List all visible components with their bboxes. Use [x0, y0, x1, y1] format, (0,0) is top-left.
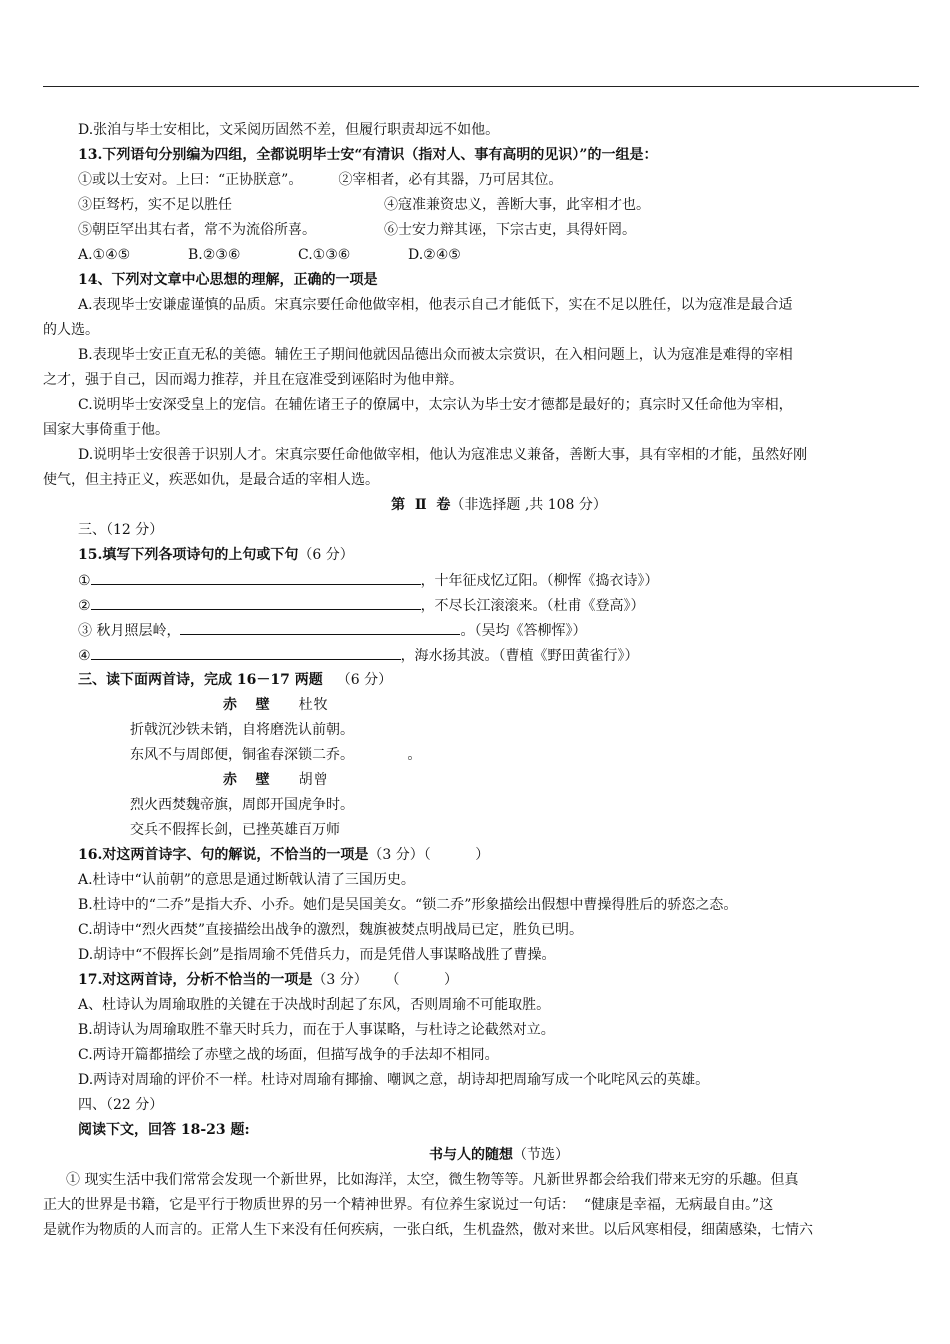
q17-stem: 17.对这两首诗，分析不恰当的一项是 — [78, 972, 313, 988]
blank-3-prefix: ③ 秋月照层岭， — [78, 623, 181, 639]
q15-stem-row — [78, 543, 920, 568]
article-paragraph-1-line-3: 是就作为物质的人而言的。正常人生下来没有任何疾病，一张白纸，生机盎然，傲对来世。以后风寒相侵，细菌感染，七情六 — [43, 1222, 813, 1238]
q12-option-d: D.张洎与毕士安相比，文采阅历固然不差，但履行职责却远不如他。 — [78, 122, 500, 138]
q13-item-6: ⑥士安力辩其诬，下宗古吏，具得奸罔。 — [384, 222, 636, 238]
q13-item-4: ④寇准兼资忠义，善断大事，此宰相才也。 — [384, 197, 650, 213]
q13-item-1: ①或以士安对。上曰：“正协朕意”。 — [78, 172, 303, 188]
blank-4-input[interactable] — [91, 643, 401, 660]
poem1-heading — [78, 693, 920, 718]
poem2-line-1: 烈火西焚魏帝旗，周郎开国虎争时。 — [130, 797, 354, 813]
part2-note: （非选择题 ,共 108 分） — [450, 497, 607, 513]
q14-option-c-line1: C.说明毕士安深受皇上的宠信。在辅佐诸王子的僚属中，太宗认为毕士安才德都是最好的；真宗时又任命他为宰相， — [78, 397, 793, 413]
part2-heading — [78, 493, 920, 518]
section4-instruction: 阅读下文，回答 18-23 题: — [78, 1122, 250, 1138]
section4-header: 四、（22 分） — [78, 1097, 164, 1113]
q15-blank-4-row — [78, 643, 920, 668]
article-title: 书与人的随想 — [429, 1147, 513, 1163]
article-paragraph-1-line-1: ① 现实生活中我们常常会发现一个新世界，比如海洋，太空，微生物等等。凡新世界都会给我们带来无穷的乐趣。但真 — [66, 1172, 799, 1188]
q17-option-d: D.两诗对周瑜的评价不一样。杜诗对周瑜有揶揄、嘲讽之意，胡诗却把周瑜写成一个叱咤风云的英雄。 — [78, 1072, 710, 1088]
blank-4-number: ④ — [78, 648, 91, 664]
q16-option-d: D.胡诗中“不假挥长剑”是指周瑜不凭借兵力，而是凭借人事谋略战胜了曹操。 — [78, 947, 556, 963]
q16-option-c: C.胡诗中“烈火西焚”直接描绘出战争的激烈，魏旗被焚点明战局已定，胜负已明。 — [78, 922, 583, 938]
q13-option-b: B.②③⑥ — [188, 247, 241, 263]
q15-stem: 15.填写下列各项诗句的上句或下句 — [78, 547, 299, 563]
q14-option-a-line1: A.表现毕士安谦虚谨慎的品质。宋真宗要任命他做宰相，他表示自己才能低下，实在不足以胜任，以为寇准是最合适 — [78, 297, 793, 313]
poem2-title: 赤 壁 — [223, 772, 271, 788]
q13-row-2 — [78, 193, 920, 218]
q13-item-3: ③臣驽朽，实不足以胜任 — [78, 197, 232, 213]
q13-option-a: A.①④⑤ — [78, 247, 131, 263]
article-title-note: （节选） — [513, 1147, 569, 1163]
q13-option-d: D.②④⑤ — [408, 247, 461, 263]
q14-option-d-line1: D.说明毕士安很善于识别人才。宋真宗要任命他做宰相，他认为寇准忠义兼备，善断大事，具有宰相的才能，虽然好刚 — [78, 447, 808, 463]
blank-1-number: ① — [78, 573, 91, 589]
document-body — [43, 118, 920, 1243]
q13-stem: 13.下列语句分别编为四组，全都说明毕士安“有清识（指对人、事有高明的见识）”的一组是： — [78, 147, 658, 163]
q16-option-a: A.杜诗中“认前朝”的意思是通过断戟认清了三国历史。 — [78, 872, 415, 888]
read-poems-score: （6 分） — [336, 672, 393, 688]
q13-row-1 — [78, 168, 920, 193]
poem1-author: 杜牧 — [298, 697, 329, 713]
poem2-heading — [78, 768, 920, 793]
q14-stem: 14、下列对文章中心思想的理解，正确的一项是 — [78, 272, 378, 288]
q16-stem-row — [78, 843, 920, 868]
q17-stem-row — [78, 968, 920, 993]
read-poems-heading — [78, 668, 920, 693]
blank-1-text: ，十年征戍忆辽阳。（柳恽《捣衣诗》） — [420, 573, 659, 589]
blank-2-number: ② — [78, 598, 91, 614]
article-paragraph-1-line-2: 正大的世界是书籍，它是平行于物质世界的另一个精神世界。有位养生家说过一句话： “健康是幸福，无病最自由。”这 — [43, 1197, 774, 1213]
q16-option-b: B.杜诗中的“二乔”是指大乔、小乔。她们是吴国美女。“锁二乔”形象描绘出假想中曹操得胜后的骄恣之态。 — [78, 897, 738, 913]
q14-option-a-line2: 的人选。 — [43, 322, 99, 338]
blank-3-input[interactable] — [180, 618, 460, 635]
q15-score: （6 分） — [298, 547, 354, 563]
q14-option-b-line1: B.表现毕士安正直无私的美德。辅佐王子期间他就因品德出众而被太宗赏识，在入相问题上，认为寇准是难得的宰相 — [78, 347, 793, 363]
q16-stem: 16.对这两首诗字、句的解说，不恰当的一项是 — [78, 847, 369, 863]
poem1-line-1: 折戟沉沙铁未销，自将磨洗认前朝。 — [130, 722, 354, 738]
q16-score: （3 分）（ ） — [368, 847, 490, 863]
q14-option-b-line2: 之才，强于自己，因而竭力推荐，并且在寇准受到诬陷时为他申辩。 — [43, 372, 463, 388]
q13-item-2: ②宰相者，必有其器，乃可居其位。 — [338, 172, 563, 188]
poem1-title: 赤 壁 — [223, 697, 271, 713]
blank-3-text: 。（吴均《答柳恽》） — [460, 623, 587, 639]
q13-item-5: ⑤朝臣罕出其右者，常不为流俗所喜。 — [78, 222, 316, 238]
q15-blank-3-row — [78, 618, 920, 643]
article-heading — [78, 1143, 920, 1168]
q14-option-c-line2: 国家大事倚重于他。 — [43, 422, 169, 438]
q17-option-b: B.胡诗认为周瑜取胜不靠天时兵力，而在于人事谋略，与杜诗之论截然对立。 — [78, 1022, 555, 1038]
section3-header: 三、（12 分） — [78, 522, 164, 538]
poem2-line-2: 交兵不假挥长剑，已挫英雄百万师 — [130, 822, 340, 838]
blank-4-text: ，海水扬其波。（曹植《野田黄雀行》） — [400, 648, 639, 664]
q17-option-a: A、杜诗认为周瑜取胜的关键在于决战时刮起了东风，否则周瑜不可能取胜。 — [78, 997, 551, 1013]
part2-title: 第 Ⅱ 卷 — [391, 497, 451, 513]
blank-2-text: ，不尽长江滚滚来。（杜甫《登高》） — [420, 598, 645, 614]
q13-row-3 — [78, 218, 920, 243]
q15-blank-2-row — [78, 593, 920, 618]
q14-option-d-line2: 使气，但主持正义，疾恶如仇，是最合适的宰相人选。 — [43, 472, 379, 488]
q13-option-c: C.①③⑥ — [298, 247, 351, 263]
poem2-author: 胡曾 — [298, 772, 329, 788]
poem1-line-2: 东风不与周郎便，铜雀春深锁二乔。 。 — [130, 747, 422, 763]
q17-option-c: C.两诗开篇都描绘了赤壁之战的场面，但描写战争的手法却不相同。 — [78, 1047, 499, 1063]
q17-score: （3 分） （ ） — [312, 972, 459, 988]
header-rule — [43, 86, 919, 87]
q13-options — [78, 243, 920, 268]
read-poems-instruction: 三、读下面两首诗，完成 16－17 两题 — [78, 672, 323, 688]
blank-1-input[interactable] — [91, 568, 421, 585]
blank-2-input[interactable] — [91, 593, 421, 610]
q15-blank-1-row — [78, 568, 920, 593]
